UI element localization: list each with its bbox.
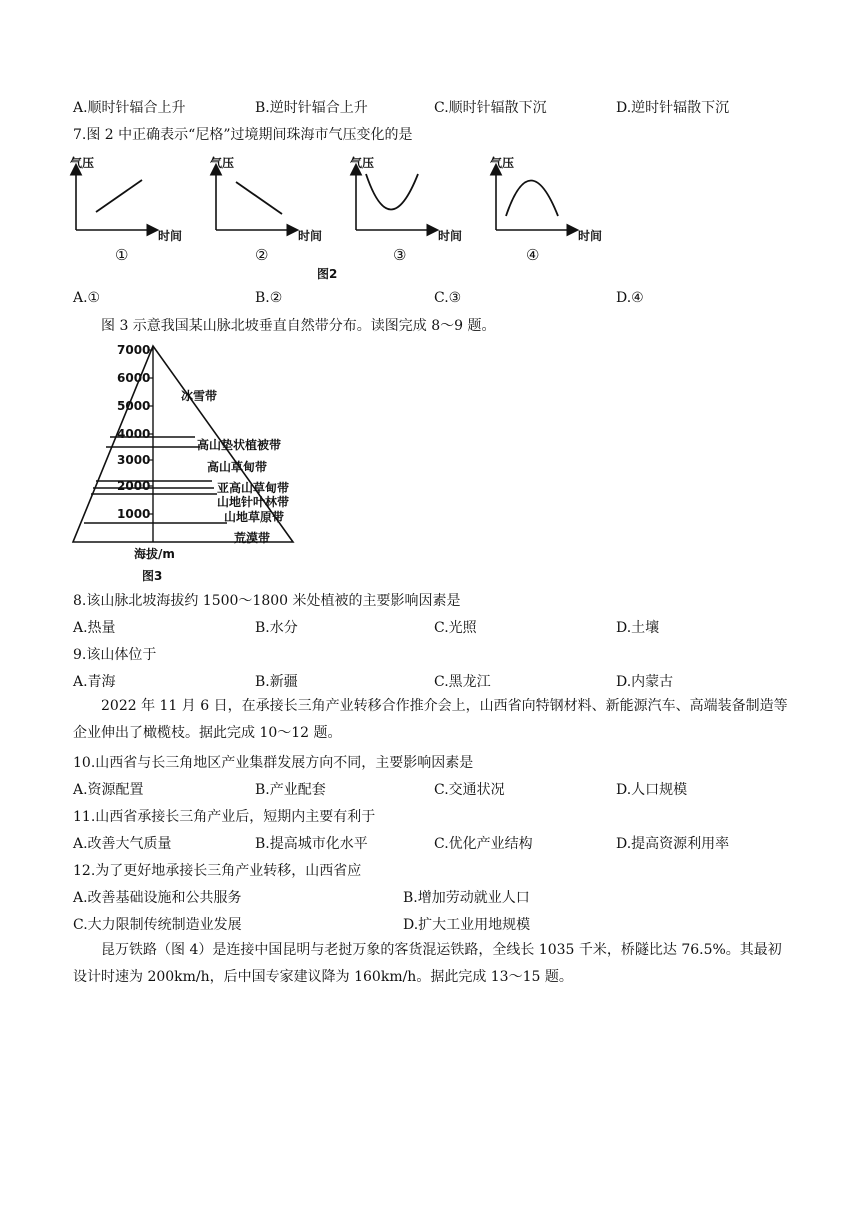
q7-option-b: B.② <box>255 290 283 306</box>
q10-stem: 10.山西省与长三角地区产业集群发展方向不同，主要影响因素是 <box>73 755 474 771</box>
q6-option-a: A.顺时针辐合上升 <box>73 100 186 116</box>
tick-5000: 5000 <box>117 399 151 413</box>
q7-option-d: D.④ <box>616 290 644 306</box>
q12-option-d: D.扩大工业用地规模 <box>403 917 531 933</box>
passage-railway: 昆万铁路（图 4）是连接中国昆明与老挝万象的客货混运铁路，全线长 1035 千米，桥隧比达 76.5%。其最初设计时速为 200km/h，后中国专家建议降为 160km/h。据此完成 13～15 题。 <box>73 942 782 985</box>
graph-4 <box>496 166 576 230</box>
graph-3-x-label: 时间 <box>438 229 463 243</box>
q12-option-a: A.改善基础设施和公共服务 <box>73 890 242 906</box>
graph-1-x-label: 时间 <box>158 229 183 243</box>
q7-option-a: A.① <box>73 290 101 306</box>
tick-4000: 4000 <box>117 427 151 441</box>
zone-desert: 荒漠带 <box>234 531 271 545</box>
zone-subalpine-meadow: 亚高山草甸带 <box>217 481 290 495</box>
figure-3-caption: 图3 <box>142 569 163 583</box>
q11-stem: 11.山西省承接长三角产业后，短期内主要有利于 <box>73 809 376 825</box>
graph-2-x-label: 时间 <box>298 229 323 243</box>
graph-1-y-label: 气压 <box>70 156 95 170</box>
passage-shanxi: 2022 年 11 月 6 日，在承接长三角产业转移合作推介会上，山西省向特钢材料、新能源汽车、高端装备制造等企业伸出了橄榄枝。据此完成 10～12 题。 <box>73 698 788 741</box>
zone-alpine-meadow: 高山草甸带 <box>207 460 268 474</box>
graph-2 <box>216 166 296 230</box>
q12-option-b: B.增加劳动就业人口 <box>403 890 530 906</box>
figure-2-caption: 图2 <box>317 267 338 281</box>
q12-option-c: C.大力限制传统制造业发展 <box>73 917 242 933</box>
tick-6000: 6000 <box>117 371 151 385</box>
zone-conifer-forest: 山地针叶林带 <box>217 495 290 509</box>
graph-1-number: ① <box>115 246 129 264</box>
q11-option-b: B.提高城市化水平 <box>255 836 368 852</box>
figure-3 <box>60 338 310 588</box>
q9-option-a: A.青海 <box>73 674 116 690</box>
q10-option-c: C.交通状况 <box>434 782 505 798</box>
q8-option-c: C.光照 <box>434 620 477 636</box>
tick-2000: 2000 <box>117 479 151 493</box>
q12-stem: 12.为了更好地承接长三角产业转移，山西省应 <box>73 863 362 879</box>
graph-3-curve <box>366 174 418 210</box>
graph-1 <box>76 166 156 230</box>
q9-stem: 9.该山体位于 <box>73 647 157 663</box>
q8-option-a: A.热量 <box>73 620 116 636</box>
graph-1-curve <box>96 180 142 212</box>
graph-2-number: ② <box>255 246 269 264</box>
q8-stem: 8.该山脉北坡海拔约 1500～1800 米处植被的主要影响因素是 <box>73 593 461 609</box>
q9-option-d: D.内蒙古 <box>616 674 674 690</box>
tick-1000: 1000 <box>117 507 151 521</box>
zone-alpine-cushion: 高山垫状植被带 <box>197 438 282 452</box>
zone-snow: 冰雪带 <box>181 389 218 403</box>
graph-4-x-label: 时间 <box>578 229 603 243</box>
tick-7000: 7000 <box>117 343 151 357</box>
tick-3000: 3000 <box>117 453 151 467</box>
q7-option-c: C.③ <box>434 290 462 306</box>
graph-4-curve <box>506 181 558 217</box>
q6-option-d: D.逆时针辐散下沉 <box>616 100 730 116</box>
q8-option-d: D.土壤 <box>616 620 660 636</box>
graph-4-number: ④ <box>526 246 540 264</box>
q9-option-c: C.黑龙江 <box>434 674 491 690</box>
graph-3-number: ③ <box>393 246 407 264</box>
graph-2-curve <box>236 182 282 214</box>
zone-mountain-steppe: 山地草原带 <box>224 510 285 524</box>
q10-option-a: A.资源配置 <box>73 782 144 798</box>
q10-option-d: D.人口规模 <box>616 782 688 798</box>
q10-option-b: B.产业配套 <box>255 782 326 798</box>
altitude-axis-label: 海拔/m <box>134 547 175 561</box>
graph-3-y-label: 气压 <box>350 156 375 170</box>
graph-4-y-label: 气压 <box>490 156 515 170</box>
q6-option-c: C.顺时针辐散下沉 <box>434 100 547 116</box>
q7-stem: 7.图 2 中正确表示“尼格”过境期间珠海市气压变化的是 <box>73 127 413 143</box>
q11-option-a: A.改善大气质量 <box>73 836 172 852</box>
q11-option-c: C.优化产业结构 <box>434 836 533 852</box>
fig3-intro: 图 3 示意我国某山脉北坡垂直自然带分布。读图完成 8～9 题。 <box>101 318 496 334</box>
q6-option-b: B.逆时针辐合上升 <box>255 100 368 116</box>
q11-option-d: D.提高资源利用率 <box>616 836 730 852</box>
graph-2-y-label: 气压 <box>210 156 235 170</box>
q9-option-b: B.新疆 <box>255 674 298 690</box>
graph-3 <box>356 166 436 230</box>
q8-option-b: B.水分 <box>255 620 298 636</box>
